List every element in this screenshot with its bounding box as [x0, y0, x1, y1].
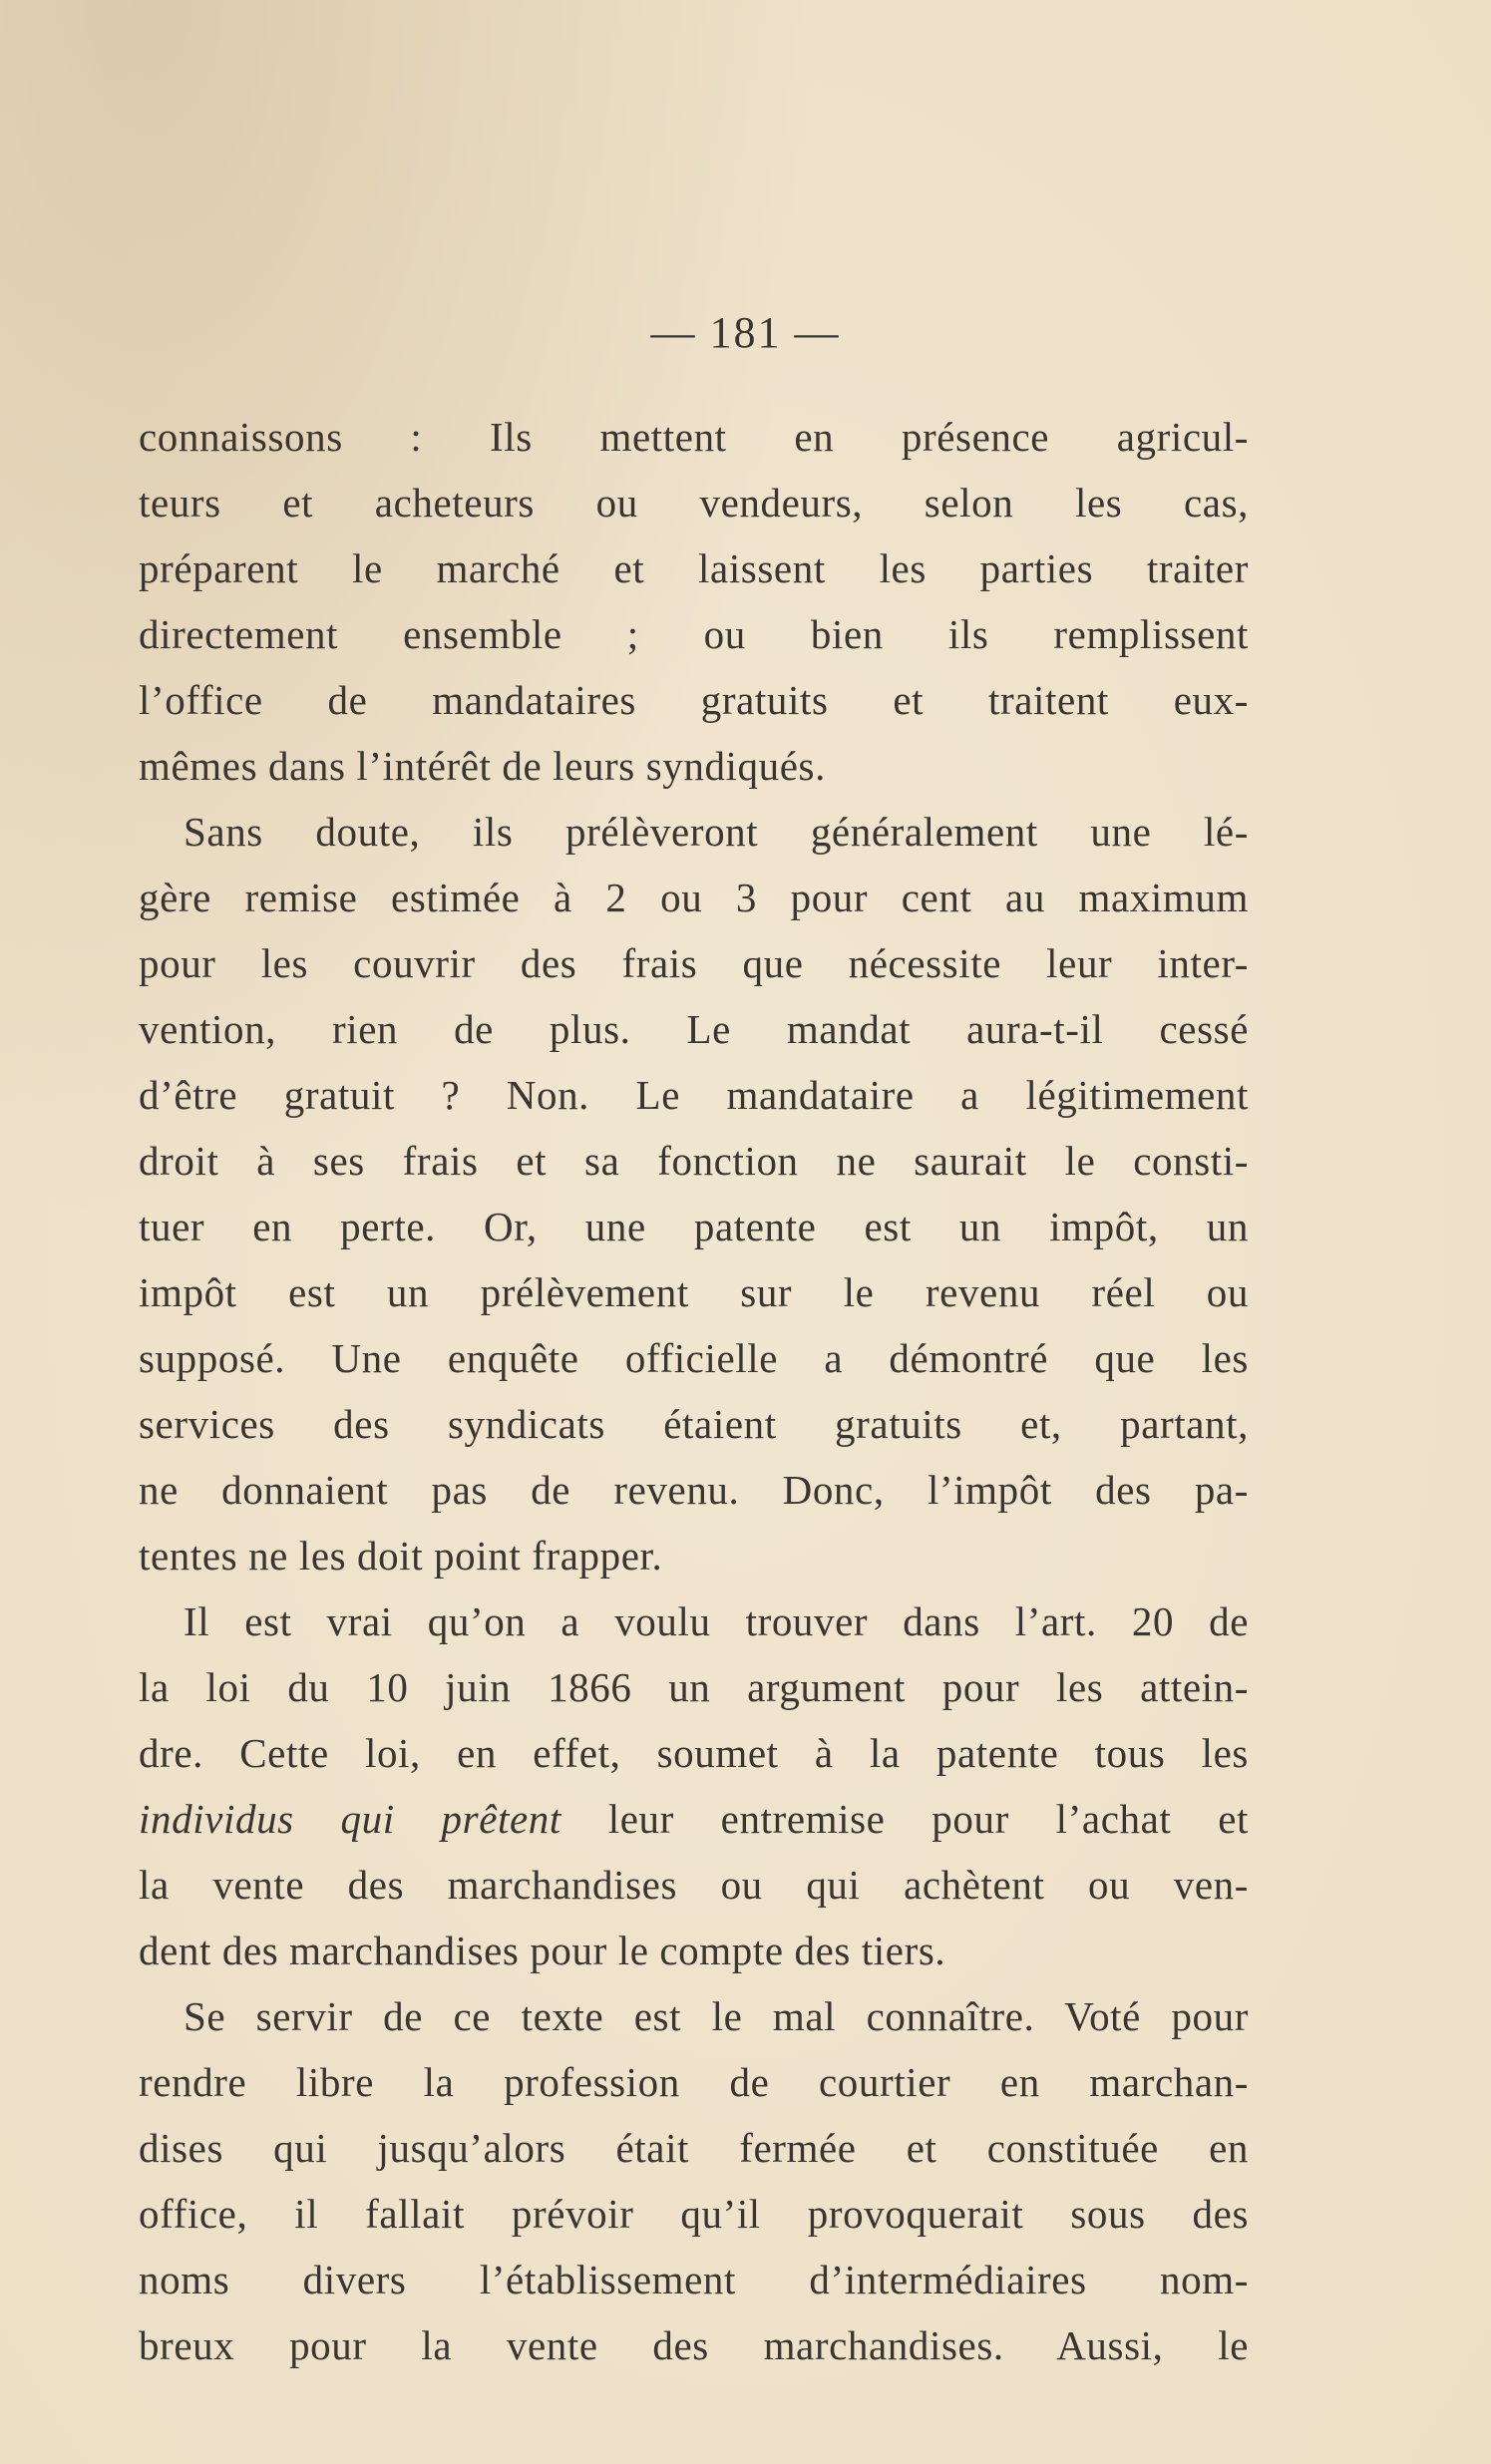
text-line: breux pour la vente des marchandises. Aussi, le [139, 2322, 1249, 2368]
text-line: Il est vrai qu’on a voulu trouver dans l’art. 20 de [184, 1598, 1249, 1644]
text-line: connaissons : Ils mettent en présence agricul- [139, 414, 1249, 460]
page-number: — 181 — [650, 308, 841, 357]
text-line: impôt est un prélèvement sur le revenu réel ou [139, 1269, 1249, 1315]
text-line: dent des marchandises pour le compte des tiers. [139, 1928, 946, 1973]
text-line: d’être gratuit ? Non. Le mandataire a légitimement [139, 1072, 1249, 1118]
text-line: dre. Cette loi, en effet, soumet à la patente tous les [139, 1730, 1249, 1776]
text-line: tuer en perte. Or, une patente est un impôt, un [139, 1204, 1249, 1249]
text-line [139, 1786, 1249, 1852]
text-line: la loi du 10 juin 1866 un argument pour les attein- [139, 1664, 1249, 1710]
text-line: droit à ses frais et sa fonction ne saurait le consti- [139, 1138, 1249, 1184]
text-line: Sans doute, ils prélèveront généralement une lé- [184, 809, 1249, 855]
text-line: préparent le marché et laissent les parties traiter [139, 545, 1249, 591]
text-line: mêmes dans l’intérêt de leurs syndiqués. [139, 743, 826, 789]
text-line: services des syndicats étaient gratuits et, partant, [139, 1401, 1249, 1447]
line-text: leur entremise pour l’achat et [607, 1796, 1249, 1842]
body-text [139, 404, 1249, 2378]
text-line: dises qui jusqu’alors était fermée et constituée en [139, 2125, 1249, 2171]
text-line: ne donnaient pas de revenu. Donc, l’impôt des pa- [139, 1467, 1249, 1513]
text-line: noms divers l’établissement d’intermédiaires nom- [139, 2257, 1249, 2302]
text-line: la vente des marchandises ou qui achètent ou ven- [139, 1862, 1249, 1908]
text-line: pour les couvrir des frais que nécessite leur inter- [139, 940, 1249, 986]
text-line: supposé. Une enquête officielle a démontré que les [139, 1335, 1249, 1381]
text-line: l’office de mandataires gratuits et traitent eux- [139, 677, 1249, 723]
text-line: teurs et acheteurs ou vendeurs, selon les cas, [139, 480, 1249, 526]
text-line: office, il fallait prévoir qu’il provoquerait sous des [139, 2191, 1249, 2237]
text-line: directement ensemble ; ou bien ils remplissent [139, 611, 1249, 657]
italic-text: individus qui prêtent [139, 1796, 608, 1842]
text-line: tentes ne les doit point frapper. [139, 1533, 663, 1579]
text-line: gère remise estimée à 2 ou 3 pour cent au maximum [139, 875, 1249, 920]
text-line: rendre libre la profession de courtier en marchan- [139, 2059, 1249, 2105]
text-line: Se servir de ce texte est le mal connaître. Voté pour [184, 1993, 1249, 2039]
text-line: vention, rien de plus. Le mandat aura-t-il cessé [139, 1006, 1249, 1052]
